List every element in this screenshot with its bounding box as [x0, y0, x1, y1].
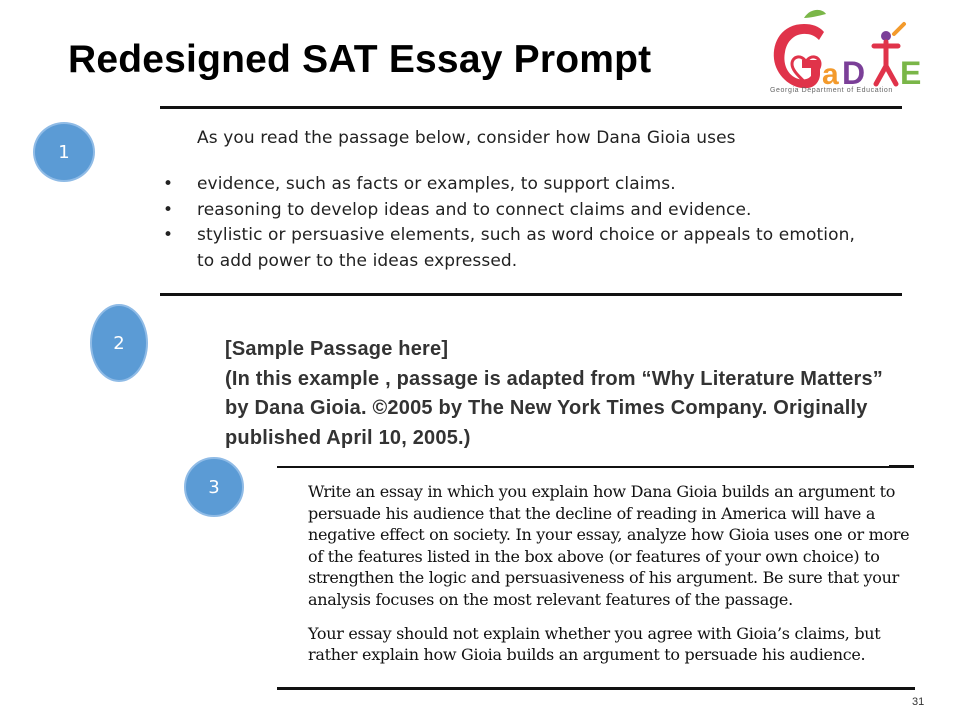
list-item-text: stylistic or persuasive elements, such as word choice or appeals to emotion,: [197, 225, 855, 245]
box3-bottom-rule: [277, 687, 915, 690]
list-item-text: to add power to the ideas expressed.: [197, 250, 518, 271]
list-item: [163, 223, 897, 249]
passage-citation: (In this example , passage is adapted from “Why Literature Matters” by Dana Gioia. ©2005 by The New York Times Company. Originally published April 10, 2005.): [225, 367, 884, 449]
passage-placeholder: [Sample Passage here]: [225, 338, 449, 360]
step-badge-3: 3: [184, 457, 244, 517]
bullet-glyph: •: [163, 199, 174, 220]
slide-title: Redesigned SAT Essay Prompt: [68, 38, 652, 81]
logo-subtitle: Georgia Department of Education: [770, 87, 893, 94]
essay-prompt-paragraph-2: Your essay should not explain whether you agree with Gioia’s claims, but rather explain how Gioia builds an argument to persuade his audience.: [308, 623, 881, 665]
svg-text:E: E: [900, 55, 922, 91]
list-item: [163, 172, 897, 198]
box3-top-rule-tab: [889, 465, 914, 468]
box1-bottom-rule: [160, 293, 902, 296]
bullet-glyph: •: [163, 225, 174, 245]
step-badge-1: 1: [33, 122, 95, 182]
box1-content: [163, 126, 897, 274]
list-item-text: evidence, such as facts or examples, to support claims.: [197, 174, 676, 194]
page-number: 31: [912, 696, 925, 708]
svg-text:a: a: [822, 58, 839, 91]
bullet-glyph: •: [163, 174, 174, 194]
sample-passage-note: [225, 335, 905, 453]
essay-prompt: [308, 481, 918, 666]
box1-lead: As you read the passage below, consider how Dana Gioia uses: [197, 128, 736, 148]
step-badge-2: 2: [90, 304, 148, 382]
essay-prompt-paragraph-1: Write an essay in which you explain how Dana Gioia builds an argument to persuade his audience that the decline of reading in America will have a negative effect on society. In your essay, analyze how Gioia uses one or more of the features listed in the box above (or features of your own choice) to strengthen the logic and persuasiveness of his argument. Be sure that your analysis focuses on the most relevant features of the passage.: [308, 482, 910, 609]
list-item-continuation: [197, 249, 897, 275]
box1-bullet-list: [163, 172, 897, 274]
list-item: [163, 198, 897, 224]
box1-top-rule: [160, 106, 902, 109]
list-item-text: reasoning to develop ideas and to connect claims and evidence.: [197, 199, 752, 220]
box3-top-rule: [277, 466, 889, 468]
svg-text:D: D: [842, 55, 866, 91]
